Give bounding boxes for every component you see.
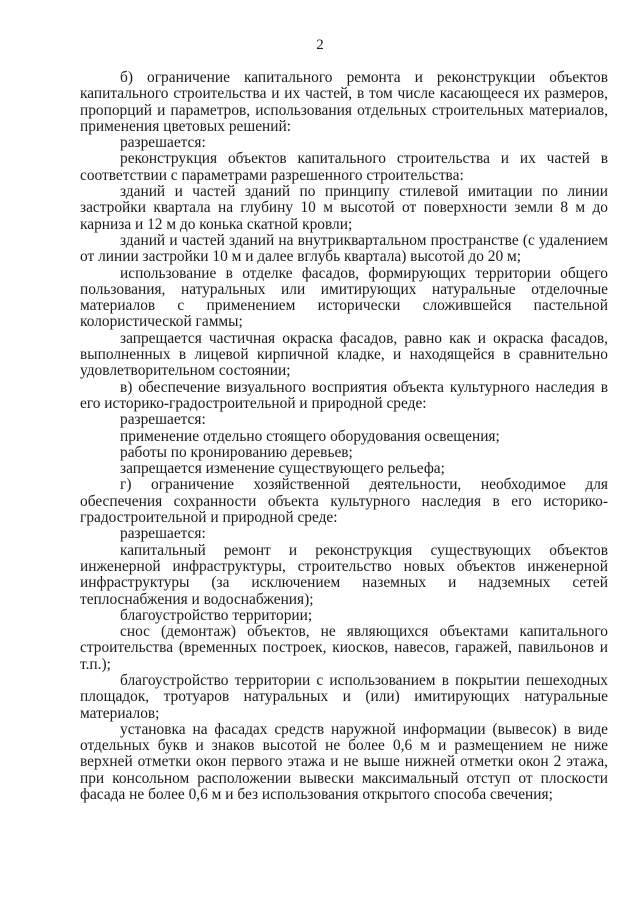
paragraph: запрещается частичная окраска фасадов, равно как и окраска фасадов, выполненных в лицевой кирпичной кладке, и находящейся в сравнительно удовлетворительном состоянии; — [80, 329, 608, 380]
paragraph: б) ограничение капитального ремонта и реконструкции объектов капитального строительства и их частей, в том числе касающееся их размеров, пропорций и параметров, использования отдельных строительных материалов, применения цветовых решений: — [80, 69, 608, 135]
paragraph: установка на фасадах средств наружной информации (вывесок) в виде отдельных букв и знаков высотой не более 0,6 м и размещением не ниже верхней отметки окон первого этажа и не выше нижней отметки окон 2 этажа, при консольном расположении вывески максимальный отступ от плоскости фасада не более 0,6 м и без использования открытого способа свечения; — [80, 720, 608, 804]
page-number: 2 — [316, 37, 324, 53]
paragraph: снос (демонтаж) объектов, не являющихся объектами капитального строительства (временных построек, киосков, навесов, гаражей, павильонов и т.п.); — [80, 623, 608, 673]
paragraph: в) обеспечение визуального восприятия объекта культурного наследия в его историко-градостроительной и природной среде: — [80, 378, 608, 412]
paragraph: благоустройство территории; — [120, 606, 313, 624]
paragraph: разрешается: — [120, 525, 206, 543]
paragraph: запрещается изменение существующего рельефа; — [120, 460, 445, 478]
paragraph: использование в отделке фасадов, формирующих территории общего пользования, натуральных или имитирующих натуральные отделочные материалов с применением исторически сложившейся пастельной колористической гаммы; — [80, 264, 608, 331]
paragraph: зданий и частей зданий по принципу стилевой имитации по линии застройки квартала на глубину 10 м высотой от поверхности земли 8 м до карниза и 12 м до конька скатной кровли; — [80, 183, 608, 233]
paragraph: реконструкция объектов капитального строительства и их частей в соответствии с параметрами разрешенного строительства: — [80, 150, 608, 184]
paragraph: зданий и частей зданий на внутриквартальном пространстве (с удалением от линии застройки 10 м и далее вглубь квартала) высотой до 20 м; — [80, 231, 608, 266]
paragraph: применение отдельно стоящего оборудования освещения; — [120, 427, 500, 445]
paragraph: работы по кронированию деревьев; — [120, 443, 353, 461]
paragraph: разрешается: — [120, 411, 206, 429]
paragraph: г) ограничение хозяйственной деятельности, необходимое для обеспечения сохранности объекта культурного наследия в его историко-градостроительной и природной среде: — [80, 476, 608, 527]
paragraph: капитальный ремонт и реконструкция существующих объектов инженерной инфраструктуры, строительство новых объектов инженерной инфраструктуры (за исключением наземных и надземных сетей теплоснабжения и водоснабжения); — [80, 541, 608, 608]
paragraph: благоустройство территории с использованием в покрытии пешеходных площадок, тротуаров натуральных и (или) имитирующих натуральные материалов; — [80, 671, 608, 722]
document-body — [80, 70, 608, 803]
paragraph: разрешается: — [120, 134, 206, 152]
